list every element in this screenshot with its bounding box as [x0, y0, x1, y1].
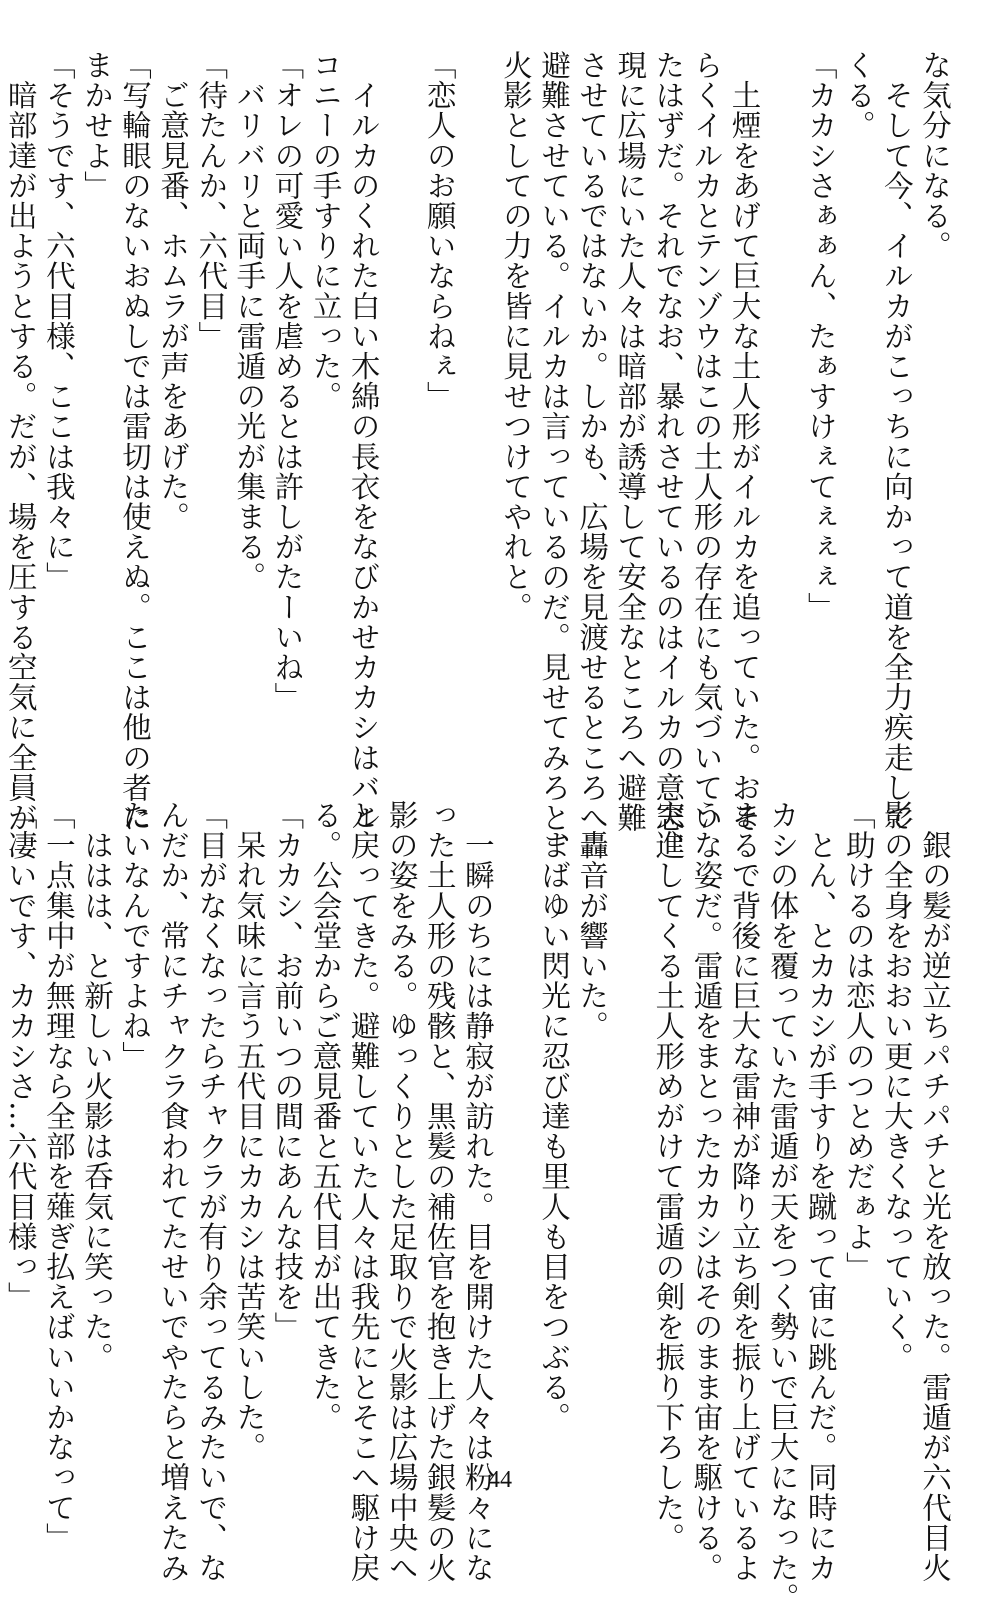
text-line: 突進してくる土人形めがけて雷遁の剣を振り下ろした。: [651, 800, 686, 1553]
text-line: [0, 800, 2, 1480]
text-line: まばゆい閃光に忍び達も里人も目をつぶる。: [537, 800, 572, 1433]
text-line: たいなんですよね」: [118, 800, 153, 1071]
text-line: 呆れ気味に言う五代目にカカシは苦笑いした。: [232, 800, 267, 1463]
text-line: [459, 50, 497, 710]
text-line: と戻ってきた。避難していた人々は我先にとそこへ駆け戻: [346, 800, 381, 1583]
text-line: [611, 800, 649, 1480]
text-line: ご意見番、ホムラが声をあげた。: [156, 50, 191, 532]
text-line: 土煙をあげて巨大な土人形がイルカを追っていた。おそ: [727, 50, 762, 833]
text-line: 影の姿をみる。ゆっくりとした足取りで火影は広場中央へ: [384, 800, 419, 1583]
text-line: まるで背後に巨大な雷神が降り立ち剣を振り上げているよ: [727, 800, 762, 1583]
text-line: まかせよ」: [79, 50, 114, 201]
text-line: な気分になる。: [918, 50, 952, 261]
lower-text-block: [0, 800, 954, 1613]
text-line: [383, 50, 421, 710]
text-line: [764, 50, 802, 710]
text-line: とん、とカカシが手すりを蹴って宙に跳んだ。同時にカ: [803, 800, 838, 1583]
text-line: 「目がなくなったらチャクラが有り余ってるみたいで、な: [194, 800, 229, 1583]
text-line: る。公会堂からご意見番と五代目が出てきた。: [308, 800, 343, 1433]
text-line: 「待たんか、六代目」: [194, 50, 229, 351]
text-line: 火影としての力を皆に見せつけてやれと。: [498, 50, 533, 622]
text-line: くる。: [841, 50, 876, 141]
text-line: [497, 800, 535, 1480]
text-line: らくイルカとテンゾウはこの土人形の存在にも気づいてい: [689, 50, 724, 833]
text-line: させているではないか。しかも、広場を見渡せるところへ: [575, 50, 610, 833]
text-line: った土人形の残骸と、黒髪の補佐官を抱き上げた銀髪の火: [422, 800, 457, 1583]
text-line: 「カカシ、お前いつの間にあんな技を」: [270, 800, 305, 1342]
text-line: そして今、イルカがこっちに向かって道を全力疾走して: [879, 50, 914, 833]
text-line: 銀の髪が逆立ちパチパチと光を放った。雷遁が六代目火: [918, 800, 952, 1583]
text-line: 「そうです、六代目様、ここは我々に」: [41, 50, 76, 592]
text-line: イルカのくれた白い木綿の長衣をなびかせカカシはバル: [346, 50, 381, 833]
upper-text-block: [0, 50, 954, 863]
text-line: 「助けるのは恋人のつとめだぁよ」: [841, 800, 876, 1282]
text-line: 「凄いです、カカシさ…六代目様っ」: [3, 800, 38, 1312]
text-line: 「オレの可愛い人を虐めるとは許しがたーいね」: [270, 50, 305, 713]
text-line: 避難させている。イルカは言っているのだ。見せてみろと、: [537, 50, 572, 863]
text-line: コニーの手すりに立った。: [308, 50, 343, 412]
text-line: たはずだ。それでなお、暴れさせているのはイルカの意志、: [651, 50, 686, 863]
text-line: 現に広場にいた人々は暗部が誘導して安全なところへ避難: [613, 50, 648, 833]
text-line: 「カカシさぁぁん、たぁすけぇてぇぇぇ」: [803, 50, 838, 622]
text-line: 轟音が響いた。: [575, 800, 610, 1041]
text-line: 一瞬のちには静寂が訪れた。目を開けた人々は粉々にな: [460, 800, 495, 1583]
text-line: バリバリと両手に雷遁の光が集まる。: [232, 50, 267, 592]
text-line: ははは、と新しい火影は呑気に笑った。: [79, 800, 114, 1372]
text-line: 影の全身をおおい更に大きくなっていく。: [879, 800, 914, 1372]
text-line: カシの体を覆っていた雷遁が天をつく勢いで巨大になった。: [765, 800, 800, 1613]
text-line: 「一点集中が無理なら全部を薙ぎ払えばいいかなって」: [41, 800, 76, 1553]
text-line: 暗部達が出ようとする。だが、場を圧する空気に全員が: [3, 50, 38, 833]
text-line: 「恋人のお願いならねぇ」: [422, 50, 457, 412]
text-line: んだか、常にチャクラ食われてたせいでやたらと増えたみ: [156, 800, 191, 1583]
text-line: うな姿だ。雷遁をまとったカカシはそのまま宙を駆ける。: [689, 800, 724, 1583]
page-number: 44: [488, 1467, 512, 1493]
text-line: 「写輪眼のないおぬしでは雷切は使えぬ。ここは他の者に: [118, 50, 153, 833]
